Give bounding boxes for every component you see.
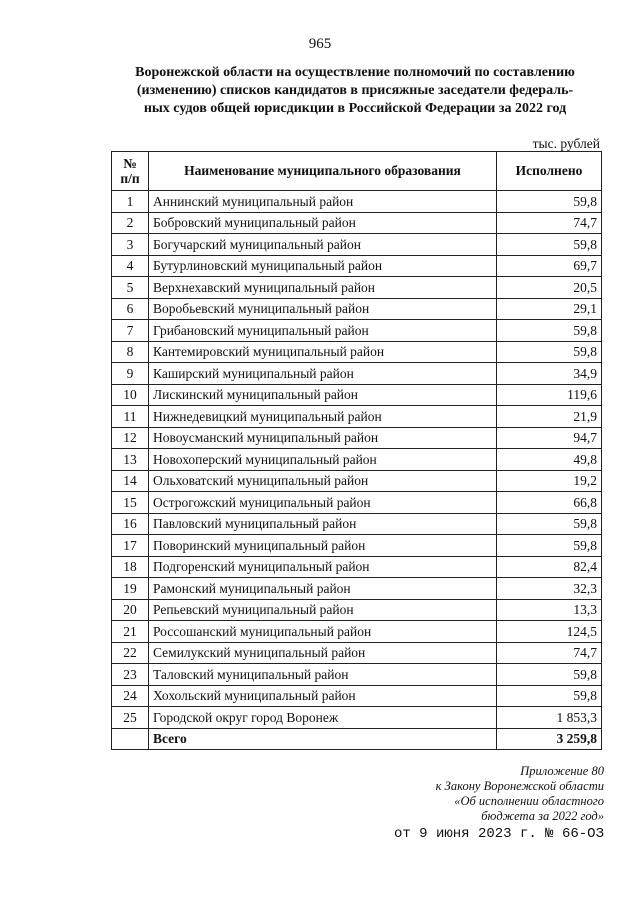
row-name: Грибановский муниципальный район [149, 320, 497, 342]
row-num: 25 [112, 707, 149, 729]
row-value: 74,7 [497, 212, 602, 234]
row-name: Новохоперский муниципальный район [149, 449, 497, 471]
row-value: 49,8 [497, 449, 602, 471]
table-row [112, 212, 602, 234]
row-num: 10 [112, 384, 149, 406]
row-value: 59,8 [497, 320, 602, 342]
row-num: 14 [112, 470, 149, 492]
row-name: Городской округ город Воронеж [149, 707, 497, 729]
row-num: 17 [112, 535, 149, 557]
row-num: 12 [112, 427, 149, 449]
row-num: 3 [112, 234, 149, 256]
row-value: 59,8 [497, 191, 602, 213]
table-row [112, 449, 602, 471]
header-num-line2: п/п [120, 171, 140, 186]
table-row [112, 707, 602, 729]
appendix-line: бюджета за 2022 год» [481, 809, 604, 823]
row-value: 19,2 [497, 470, 602, 492]
header-num [112, 152, 149, 191]
table-row [112, 664, 602, 686]
row-name: Каширский муниципальный район [149, 363, 497, 385]
header-value: Исполнено [497, 152, 602, 191]
table-header-row [112, 152, 602, 191]
row-name: Бобровский муниципальный район [149, 212, 497, 234]
title-line: ных судов общей юрисдикции в Российской Федерации за 2022 год [143, 101, 567, 116]
total-label: Всего [149, 728, 497, 750]
row-num: 6 [112, 298, 149, 320]
table-row [112, 470, 602, 492]
row-value: 66,8 [497, 492, 602, 514]
row-name: Бутурлиновский муниципальный район [149, 255, 497, 277]
row-name: Семилукский муниципальный район [149, 642, 497, 664]
document-title [112, 64, 598, 118]
row-value: 59,8 [497, 513, 602, 535]
row-value: 59,8 [497, 685, 602, 707]
table-row [112, 363, 602, 385]
row-name: Рамонский муниципальный район [149, 578, 497, 600]
row-name: Острогожский муниципальный район [149, 492, 497, 514]
row-num: 20 [112, 599, 149, 621]
row-value: 119,6 [497, 384, 602, 406]
row-value: 32,3 [497, 578, 602, 600]
row-num: 18 [112, 556, 149, 578]
appendix-line: «Об исполнении областного [454, 794, 604, 808]
table-row [112, 277, 602, 299]
table-row [112, 234, 602, 256]
row-num: 21 [112, 621, 149, 643]
table-row [112, 578, 602, 600]
table-row [112, 492, 602, 514]
appendix-note [436, 764, 604, 824]
units-label: тыс. рублей [532, 136, 600, 151]
table-row [112, 191, 602, 213]
row-num: 13 [112, 449, 149, 471]
row-name: Таловский муниципальный район [149, 664, 497, 686]
row-value: 29,1 [497, 298, 602, 320]
row-value: 13,3 [497, 599, 602, 621]
row-num: 16 [112, 513, 149, 535]
title-line: (изменению) списков кандидатов в присяжные заседатели федераль- [136, 83, 574, 98]
row-value: 124,5 [497, 621, 602, 643]
table-row [112, 427, 602, 449]
table-row [112, 341, 602, 363]
row-name: Кантемировский муниципальный район [149, 341, 497, 363]
row-num: 19 [112, 578, 149, 600]
table-body [112, 191, 602, 750]
table-row [112, 556, 602, 578]
table-row [112, 320, 602, 342]
execution-table [111, 151, 602, 750]
table-row [112, 621, 602, 643]
row-name: Поворинский муниципальный район [149, 535, 497, 557]
table-row [112, 599, 602, 621]
header-name: Наименование муниципального образования [149, 152, 497, 191]
row-num: 22 [112, 642, 149, 664]
appendix-line: к Закону Воронежской области [435, 779, 604, 793]
row-name: Репьевский муниципальный район [149, 599, 497, 621]
row-value: 59,8 [497, 234, 602, 256]
row-num: 11 [112, 406, 149, 428]
table-row [112, 685, 602, 707]
row-name: Богучарский муниципальный район [149, 234, 497, 256]
row-value: 59,8 [497, 664, 602, 686]
table-row [112, 513, 602, 535]
row-name: Павловский муниципальный район [149, 513, 497, 535]
row-num: 1 [112, 191, 149, 213]
total-row [112, 728, 602, 750]
row-name: Аннинский муниципальный район [149, 191, 497, 213]
row-name: Воробьевский муниципальный район [149, 298, 497, 320]
row-num: 7 [112, 320, 149, 342]
row-value: 34,9 [497, 363, 602, 385]
row-name: Нижнедевицкий муниципальный район [149, 406, 497, 428]
table-row [112, 384, 602, 406]
row-name: Хохольский муниципальный район [149, 685, 497, 707]
row-value: 20,5 [497, 277, 602, 299]
row-value: 21,9 [497, 406, 602, 428]
row-num: 2 [112, 212, 149, 234]
total-value: 3 259,8 [497, 728, 602, 750]
row-name: Лискинский муниципальный район [149, 384, 497, 406]
row-value: 59,8 [497, 535, 602, 557]
row-value: 69,7 [497, 255, 602, 277]
row-num: 15 [112, 492, 149, 514]
row-value: 59,8 [497, 341, 602, 363]
page-number: 965 [308, 36, 332, 52]
table-row [112, 406, 602, 428]
row-num: 9 [112, 363, 149, 385]
row-name: Новоусманский муниципальный район [149, 427, 497, 449]
row-num: 24 [112, 685, 149, 707]
row-value: 74,7 [497, 642, 602, 664]
row-num: 8 [112, 341, 149, 363]
appendix-line: Приложение 80 [520, 764, 604, 778]
table-row [112, 298, 602, 320]
law-date-stamp: от 9 июня 2023 г. № 66-ОЗ [393, 826, 604, 842]
row-name: Подгоренский муниципальный район [149, 556, 497, 578]
row-num: 23 [112, 664, 149, 686]
row-num: 5 [112, 277, 149, 299]
row-name: Верхнехавский муниципальный район [149, 277, 497, 299]
row-value: 94,7 [497, 427, 602, 449]
row-value: 82,4 [497, 556, 602, 578]
total-num-cell [112, 728, 149, 750]
row-name: Россошанский муниципальный район [149, 621, 497, 643]
row-num: 4 [112, 255, 149, 277]
row-value: 1 853,3 [497, 707, 602, 729]
table-row [112, 255, 602, 277]
header-num-line1: № [123, 156, 137, 171]
table-row [112, 642, 602, 664]
table-row [112, 535, 602, 557]
row-name: Ольховатский муниципальный район [149, 470, 497, 492]
title-line: Воронежской области на осуществление полномочий по составлению [135, 65, 575, 80]
